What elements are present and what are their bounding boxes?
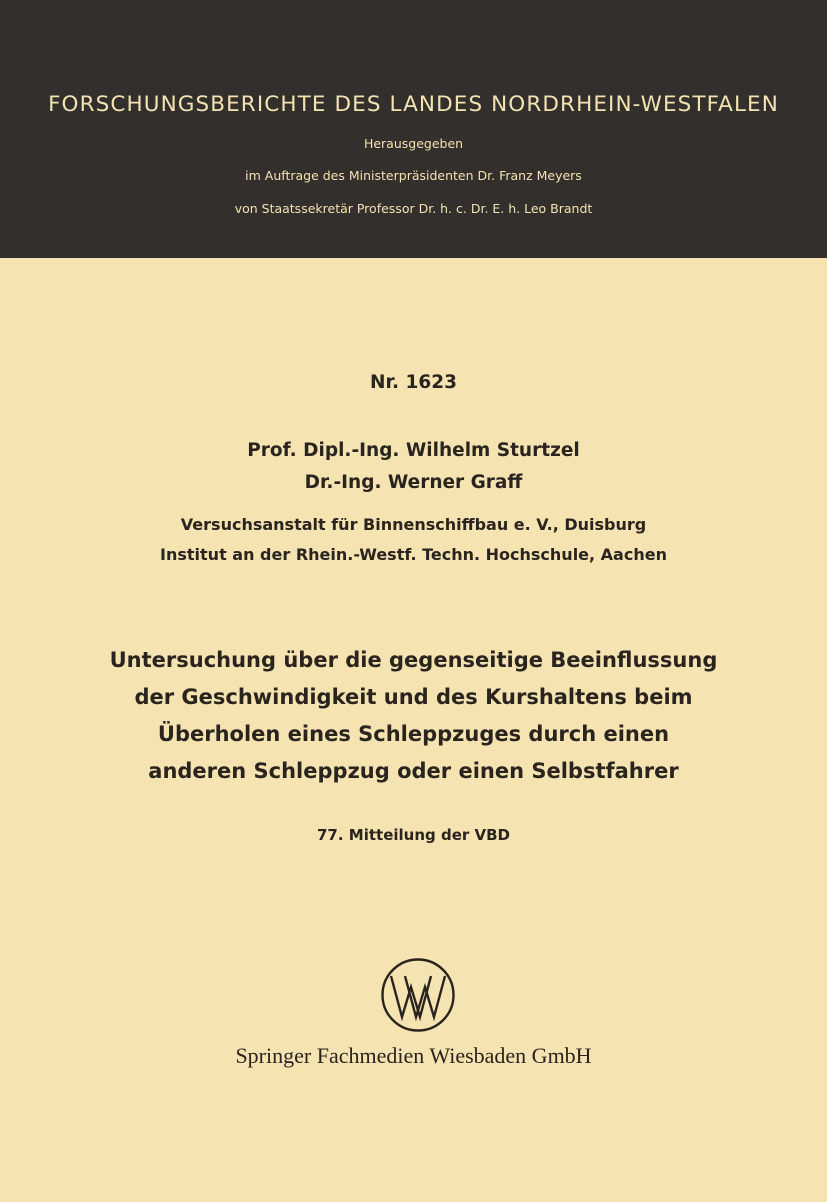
editor-line-1: Herausgegeben xyxy=(363,136,464,151)
author-1: Prof. Dipl.-Ing. Wilhelm Sturtzel xyxy=(247,440,580,461)
series-title: FORSCHUNGSBERICHTE DES LANDES NORDRHEIN-WESTFALEN xyxy=(48,92,779,117)
author-2: Dr.-Ing. Werner Graff xyxy=(304,472,523,493)
springer-w-logo-icon xyxy=(380,957,456,1033)
title-line-3: Überholen eines Schleppzuges durch einen xyxy=(157,722,670,746)
institution-1: Versuchsanstalt für Binnenschiffbau e. V., Duisburg xyxy=(180,515,647,534)
editor-line-2: im Auftrage des Ministerpräsidenten Dr. Franz Meyers xyxy=(245,168,582,183)
title-block xyxy=(0,642,827,790)
subtitle: 77. Mitteilung der VBD xyxy=(316,826,510,844)
publisher: Springer Fachmedien Wiesbaden GmbH xyxy=(235,1043,592,1068)
report-number: Nr. 1623 xyxy=(370,372,457,393)
institution-2: Institut an der Rhein.-Westf. Techn. Hochschule, Aachen xyxy=(160,545,667,564)
title-line-2: der Geschwindigkeit und des Kurshaltens beim xyxy=(134,685,693,709)
title-line-4: anderen Schleppzug oder einen Selbstfahrer xyxy=(148,759,679,783)
title-line-1: Untersuchung über die gegenseitige Beeinflussung xyxy=(109,648,718,672)
editor-line-3: von Staatssekretär Professor Dr. h. c. Dr. E. h. Leo Brandt xyxy=(234,201,593,216)
header-band xyxy=(0,0,827,258)
